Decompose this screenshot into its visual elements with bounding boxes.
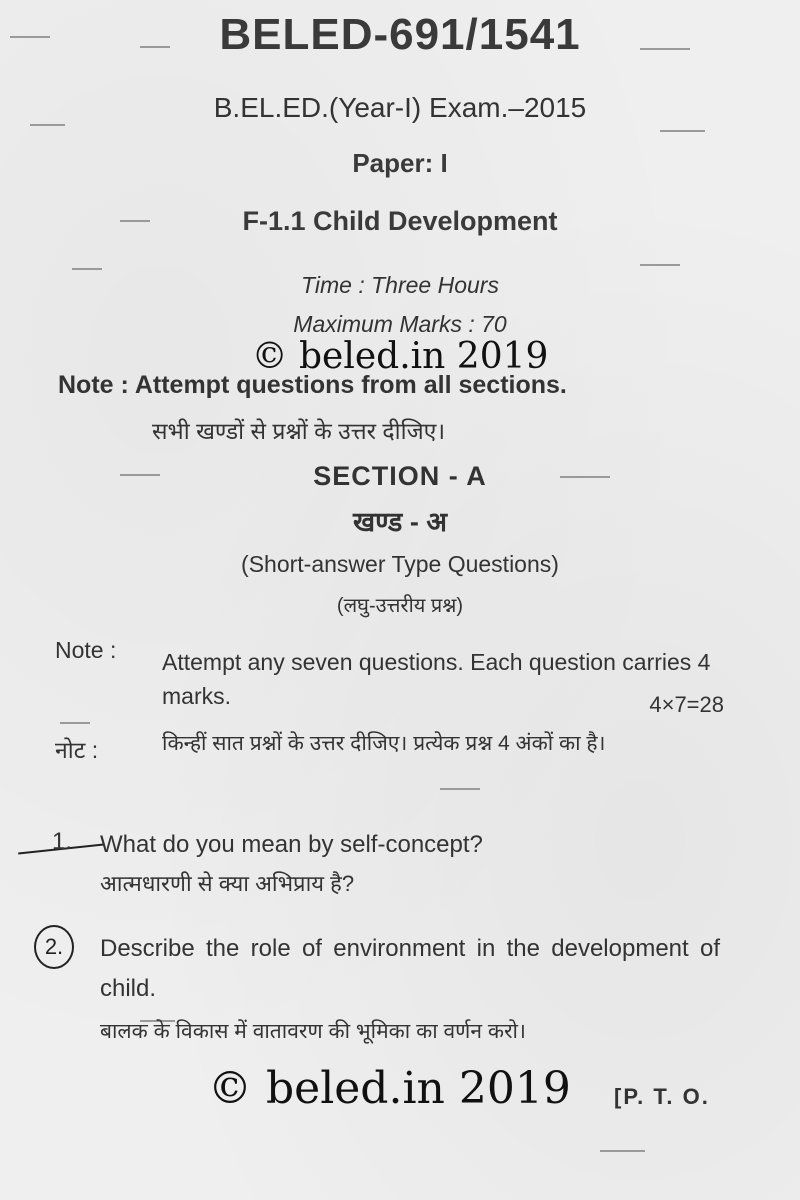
- general-note-hindi: सभी खण्डों से प्रश्नों के उत्तर दीजिए।: [152, 418, 446, 444]
- scan-artifact: [440, 788, 480, 790]
- paper-code: BELED-691/1541: [219, 10, 581, 59]
- scan-artifact: [72, 268, 102, 270]
- scan-artifact: [640, 264, 680, 266]
- question-1-number: 1.: [52, 828, 73, 855]
- question-2-hindi: बालक के विकास में वातावरण की भूमिका का वर्णन करो।: [100, 1020, 526, 1043]
- section-note-text-english: Attempt any seven questions. Each question carries 4 marks.: [162, 649, 711, 709]
- watermark-top: © beled.in 2019: [251, 336, 549, 377]
- watermark-bottom: © beled.in 2019: [208, 1063, 571, 1114]
- section-note-label-english: Note :: [55, 637, 117, 663]
- question-1-hindi: आत्मधारणी से क्या अभिप्राय है?: [100, 871, 355, 896]
- scan-artifact: [60, 722, 90, 724]
- question-2-number-circled: 2.: [34, 925, 74, 969]
- section-title-english: SECTION - A: [313, 461, 487, 491]
- question-type-english: (Short-answer Type Questions): [241, 551, 559, 577]
- subject-title: F-1.1 Child Development: [242, 206, 558, 236]
- scan-artifact: [30, 124, 65, 126]
- section-note-label-hindi: नोट :: [55, 737, 99, 763]
- time-allowed: Time : Three Hours: [301, 272, 499, 298]
- please-turn-over: [P. T. O.: [614, 1084, 710, 1109]
- exam-title: B.EL.ED.(Year-I) Exam.–2015: [213, 92, 587, 123]
- paper-number: Paper: I: [352, 148, 448, 178]
- maximum-marks: Maximum Marks : 70: [293, 311, 507, 337]
- general-note-english: Note : Attempt questions from all sections.: [58, 371, 567, 399]
- scan-artifact: [600, 1150, 645, 1152]
- marks-formula: 4×7=28: [649, 692, 724, 717]
- section-title-hindi: खण्ड - अ: [353, 507, 447, 537]
- section-note-text-hindi: किन्हीं सात प्रश्नों के उत्तर दीजिए। प्रत्येक प्रश्न 4 अंकों का है।: [162, 732, 606, 755]
- question-1-english: What do you mean by self-concept?: [100, 831, 483, 858]
- scan-artifact: [660, 130, 705, 132]
- question-2-english: Describe the role of environment in the development of child.: [100, 935, 720, 1002]
- question-type-hindi: (लघु-उत्तरीय प्रश्न): [336, 595, 464, 617]
